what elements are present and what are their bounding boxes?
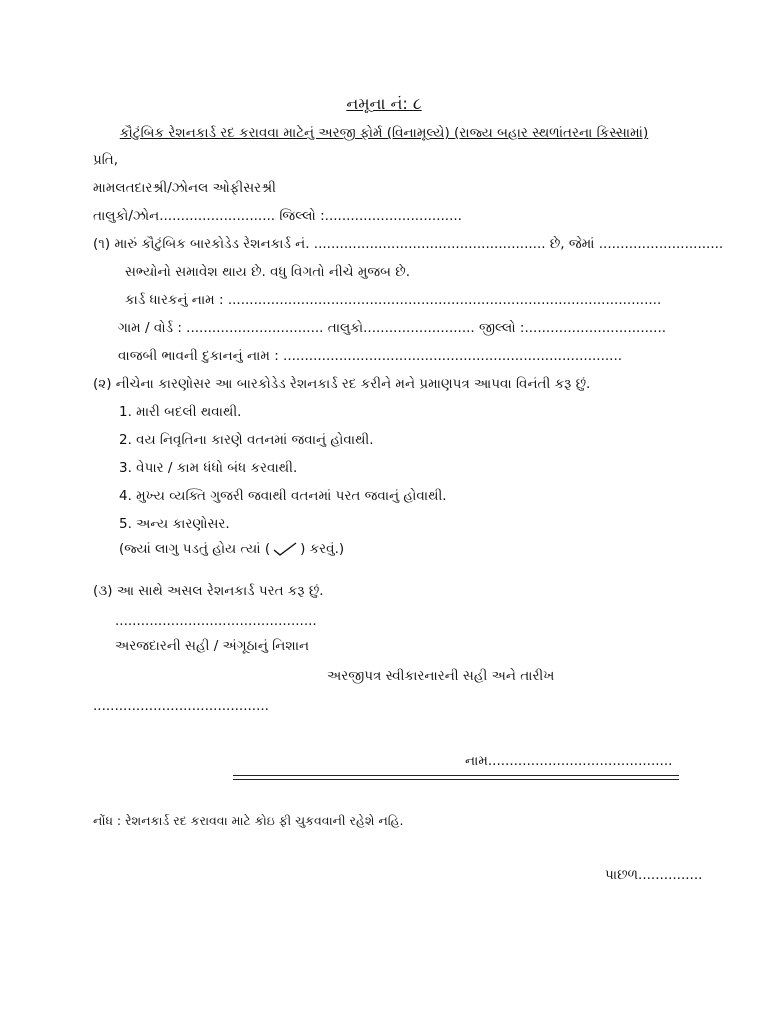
fee-note: નોંધ : રેશનકાર્ડ રદ કરાવવા માટે કોઇ ફી ચુકવવાની રહેશે નહિ. xyxy=(93,813,404,828)
fair-price-shop-line: વાજબી ભાવની દુકાનનું નામ : ............................................................................... xyxy=(118,348,623,364)
applicant-signature-label: અરજદારની સહી / અંગૂઠાનું નિશાન xyxy=(115,638,310,654)
checkmark-icon xyxy=(272,541,298,557)
card-holder-name-line: કાર્ડ ધારકનું નામ : ..................................................................................................... xyxy=(125,292,662,308)
applicant-sign-dots: ............................................... xyxy=(115,613,317,629)
village-taluka-district-line: ગામ / વોર્ડ : ................................ તાલુકો.......................... જીલ્લો :................................. xyxy=(118,320,667,336)
divider-line xyxy=(233,779,679,780)
taluka-district-line: તાલુકો/ઝોન........................... જિલ્લો :................................ xyxy=(93,208,462,224)
addressee-officer: મામલતદારશ્રી/ઝોનલ ઓફીસરશ્રી xyxy=(93,180,277,196)
addressee-to: પ્રતિ, xyxy=(93,152,119,168)
tick-instruction-after: ) કરવું.) xyxy=(300,541,345,557)
receiver-signature-label: અરજીપત્ર સ્વીકારનારની સહી અને તારીખ xyxy=(327,668,555,684)
section1-card-number-line: (૧) મારું કૌટુંબિક બારકોડેડ રેશનકાર્ડ નં. ...................................................... છે, જેમાં ............................. xyxy=(93,236,724,252)
overleaf-label: પાછળ............... xyxy=(605,867,703,883)
receiver-sign-dots: ......................................... xyxy=(93,698,269,714)
reason-item: 4. મુખ્ય વ્યક્તિ ગુજરી જવાથી વતનમાં પરત જવાનું હોવાથી. xyxy=(119,488,447,504)
name-line: નામ........................................... xyxy=(465,753,673,769)
reason-item: 1. મારી બદલી થવાથી. xyxy=(119,404,242,420)
section1-members-line: સભ્યોનો સમાવેશ થાય છે. વધુ વિગતો નીચે મુજબ છે. xyxy=(125,264,411,280)
section3-return-card: (૩) આ સાથે અસલ રેશનકાર્ડ પરત કરૂ છું. xyxy=(93,583,324,599)
section2-heading: (૨) નીચેના કારણોસર આ બારકોડેડ રેશનકાર્ડ રદ કરીને મને પ્રમાણપત્ર આપવા વિનંતી કરૂ છું. xyxy=(93,376,591,392)
form-number-title: નમૂના નં: ૮ xyxy=(346,94,422,113)
divider-line xyxy=(233,775,679,776)
tick-instruction-before: (જ્યાં લાગુ પડતું હોય ત્યાં ( xyxy=(119,541,271,557)
reason-item: 3. વેપાર / કામ ધંધો બંધ કરવાથી. xyxy=(119,460,298,476)
reason-item: 5. અન્ય કારણોસર. xyxy=(119,516,230,532)
tick-instruction xyxy=(119,540,344,558)
form-subtitle: કૌટુંબિક રેશનકાર્ડ રદ કરાવવા માટેનું અરજી ફોર્મ (વિનામૂલ્યે) (રાજ્ય બહાર સ્થળાંતરના કિસ્સામાં) xyxy=(119,125,649,141)
reason-item: 2. વય નિવૃતિના કારણે વતનમાં જવાનું હોવાથી. xyxy=(119,432,374,448)
